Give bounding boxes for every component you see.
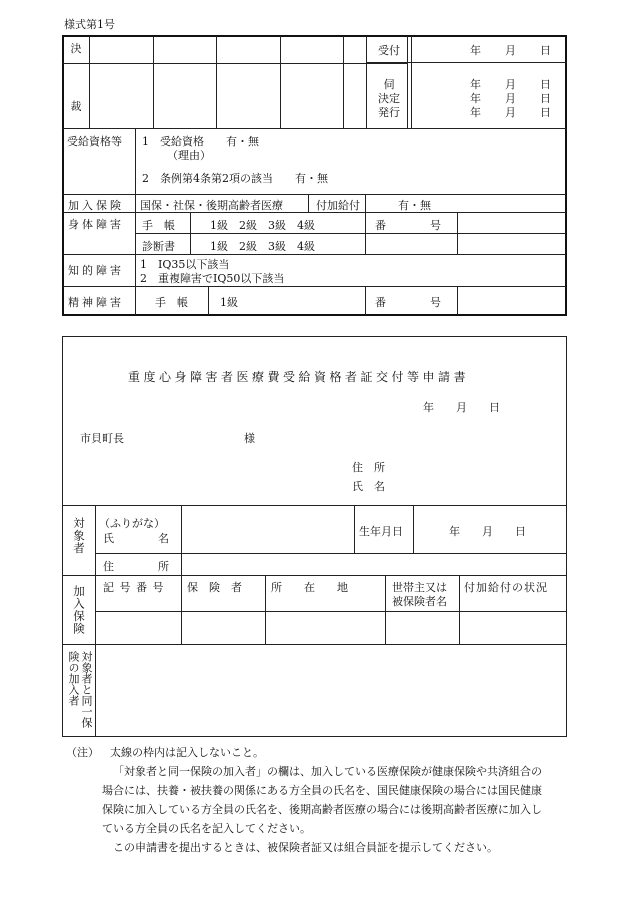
mental-number-label: 番 号 <box>375 296 441 309</box>
addon-label: 付加給付 <box>316 199 360 212</box>
approval-grid <box>63 36 408 128</box>
diagnosis-grades: 1級 2級 3級 4級 <box>210 240 315 253</box>
approval-stamp-box[interactable] <box>280 63 344 128</box>
subject-label: 対象者 <box>72 517 86 555</box>
issue-day: 日 <box>540 106 551 119</box>
eligibility-label: 受給資格等 <box>67 135 122 148</box>
eligibility-item-2: 2 条例第4条第2項の該当 有・無 <box>142 172 328 185</box>
note-2-line-3: 保険に加入している方全員の氏名を、後期高齢者医療の場合には後期高齢者医療に加入し <box>102 803 542 816</box>
note-3: この申請書を提出するときは、被保険者証又は組合員証を提示してください。 <box>113 841 498 854</box>
inquiry-year: 年 <box>470 78 481 91</box>
decision-label: 決定 <box>378 92 400 105</box>
physical-number-label: 番 号 <box>375 219 441 232</box>
mental-label: 精神障害 <box>68 296 124 309</box>
receipt-label: 受付 <box>378 44 400 57</box>
applicant-name-label: 氏 名 <box>352 480 385 493</box>
col-location: 所 在 地 <box>271 581 348 594</box>
issue-month: 月 <box>505 106 516 119</box>
col-insurer: 保 険 者 <box>187 581 242 594</box>
inquiry-month: 月 <box>505 78 516 91</box>
form-number: 様式第1号 <box>64 18 115 31</box>
birth-date-label: 生年月日 <box>359 525 403 538</box>
eligibility-item-1: 1 受給資格 有・無 <box>142 135 259 148</box>
approval-stamp-box[interactable] <box>280 36 344 63</box>
col-kigo-bango: 記 号 番 号 <box>103 581 165 594</box>
notes-label: （注） <box>66 746 99 759</box>
receipt-day: 日 <box>540 44 551 57</box>
col-householder-2: 被保険者名 <box>392 595 447 608</box>
inquiry-label: 伺 <box>383 78 395 91</box>
col-householder-1: 世帯主又は <box>392 581 447 594</box>
application-date: 年 月 日 <box>423 401 500 414</box>
inquiry-day: 日 <box>540 78 551 91</box>
approval-label-1: 決 <box>63 36 89 63</box>
same-insurance-label: 対象者と同一保険の加入者 <box>67 651 93 728</box>
mental-techo: 手 帳 <box>155 296 188 309</box>
note-1: 太線の枠内は記入しないこと。 <box>110 746 264 759</box>
diagnosis-label: 診断書 <box>142 240 175 253</box>
eligibility-reason: （理由） <box>167 149 211 162</box>
addon-value: 有・無 <box>398 199 431 212</box>
approval-label-2: 裁 <box>63 63 89 128</box>
decision-day: 日 <box>540 92 551 105</box>
issue-label: 発行 <box>378 106 400 119</box>
applicant-address-label: 住 所 <box>352 461 385 474</box>
physical-techo: 手 帳 <box>142 219 175 232</box>
mental-grade: 1級 <box>220 296 238 309</box>
intellectual-item-1: 1 IQ35以下該当 <box>140 258 230 271</box>
subject-name-input[interactable] <box>183 507 351 551</box>
insured-label: 加入保険 <box>72 585 86 635</box>
note-2-line-2: 場合には、扶養・被扶養の関係にある方全員の氏名を、国民健康保険の場合には国民健康 <box>102 784 542 797</box>
col-addon-status: 付加給付の状況 <box>464 581 548 594</box>
intellectual-label: 知的障害 <box>68 264 124 277</box>
receipt-year: 年 <box>470 44 481 57</box>
insurance-value: 国保・社保・後期高齢者医療 <box>140 199 283 212</box>
addressee-honorific: 様 <box>244 432 255 445</box>
addressee: 市貝町長 <box>80 432 124 445</box>
approval-stamp-box[interactable] <box>217 63 281 128</box>
approval-stamp-box[interactable] <box>153 63 217 128</box>
note-2-line-1: 「対象者と同一保険の加入者」の欄は、加入している医療保険が健康保険や共済組合の <box>113 765 542 778</box>
approval-stamp-box[interactable] <box>89 36 153 63</box>
receipt-month: 月 <box>505 44 516 57</box>
birth-date-value: 年 月 日 <box>449 525 526 538</box>
physical-grades: 1級 2級 3級 4級 <box>210 219 315 232</box>
application-title: 重度心身障害者医療費受給資格者証交付等申請書 <box>128 370 470 384</box>
decision-month: 月 <box>505 92 516 105</box>
subject-name-label: 氏 名 <box>103 532 169 545</box>
issue-year: 年 <box>470 106 481 119</box>
approval-stamp-box[interactable] <box>217 36 281 63</box>
approval-stamp-box[interactable] <box>89 63 153 128</box>
physical-label: 身体障害 <box>68 218 124 231</box>
subject-address-label: 住 所 <box>103 560 169 573</box>
intellectual-item-2: 2 重複障害でIQ50以下該当 <box>140 272 285 285</box>
note-2-line-4: ている方全員の氏名を記入してください。 <box>102 822 311 835</box>
furigana-label: （ふりがな） <box>99 517 165 530</box>
approval-stamp-box[interactable] <box>153 36 217 63</box>
decision-year: 年 <box>470 92 481 105</box>
insurance-label: 加入保険 <box>68 199 124 212</box>
